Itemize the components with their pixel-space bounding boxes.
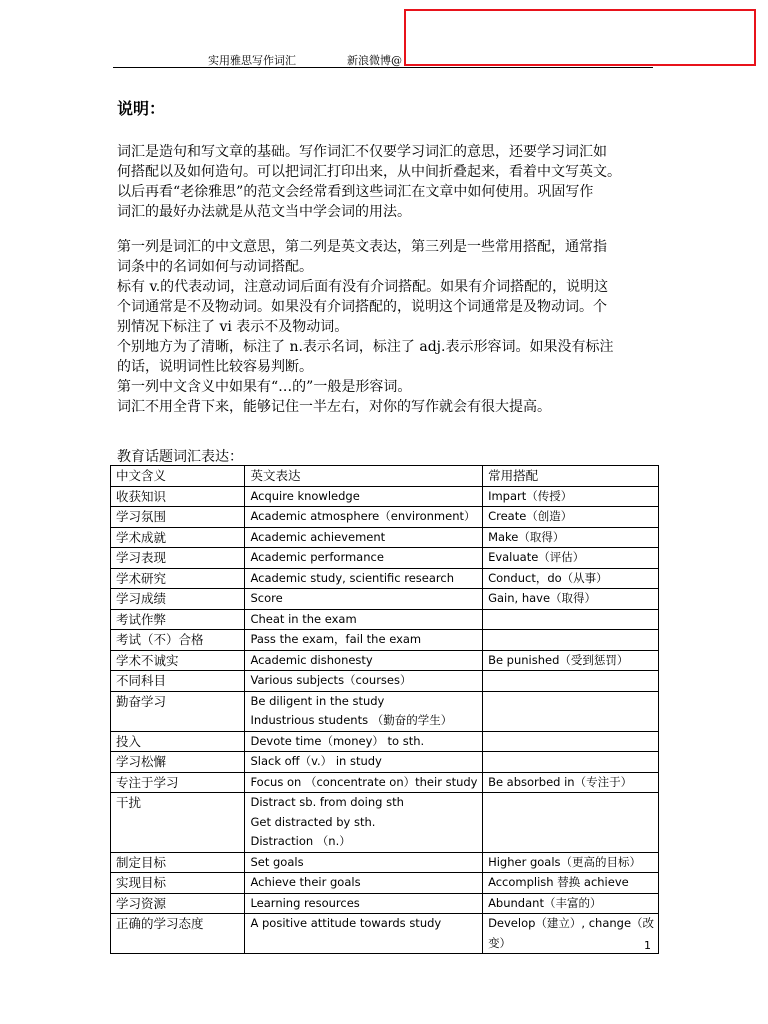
notes-line: 别情况下标注了 vi 表示不及物动词。 — [117, 319, 349, 335]
collocation-line: Evaluate（评估） — [488, 550, 585, 564]
cell-common-collocation — [483, 568, 659, 589]
english-expression-line: Academic atmosphere（environment） — [250, 509, 476, 523]
english-expression-line: Be diligent in the study — [250, 693, 385, 708]
english-expression-line: Various subjects（courses） — [250, 673, 412, 687]
table-row — [111, 630, 659, 651]
cell-chinese-meaning: 学习资源 — [111, 893, 245, 914]
cell-chinese-meaning: 学习松懈 — [111, 752, 245, 773]
table-row — [111, 609, 659, 630]
table-row — [111, 527, 659, 548]
cell-chinese-meaning: 不同科目 — [111, 671, 245, 692]
header-cell-en: 英文表达 — [245, 466, 483, 487]
english-expression-line: Distraction （n.） — [250, 834, 351, 848]
cell-chinese-meaning: 考试作弊 — [111, 609, 245, 630]
english-expression-line: Academic performance — [250, 550, 384, 564]
cell-chinese-meaning: 实现目标 — [111, 873, 245, 894]
table-header-row — [111, 466, 659, 487]
cell-chinese-meaning: 学术成就 — [111, 527, 245, 548]
cell-chinese-meaning: 收获知识 — [111, 486, 245, 507]
collocation-line: Be absorbed in（专注于） — [488, 774, 633, 789]
cell-chinese-meaning: 学习表现 — [111, 548, 245, 569]
cell-chinese-meaning: 专注于学习 — [111, 772, 245, 793]
cell-chinese-meaning: 学术不诚实 — [111, 650, 245, 671]
cell-common-collocation — [483, 893, 659, 914]
collocation-line: Develop（建立）, change（改 — [488, 916, 655, 930]
table-row — [111, 793, 659, 853]
cell-common-collocation — [483, 793, 659, 853]
english-expression-line: Industrious students （勤奋的学生） — [250, 713, 453, 727]
cell-english-expression — [245, 671, 483, 692]
collocation-line: Impart（传授） — [488, 488, 573, 503]
cell-english-expression — [245, 507, 483, 528]
header-title: 实用雅思写作词汇 — [208, 54, 296, 67]
intro-line: 以后再看“老徐雅思”的范文会经常看到这些词汇在文章中如何使用。巩固写作 — [117, 184, 594, 200]
collocation-line: Gain, have（取得） — [488, 591, 597, 605]
vocab-table — [110, 465, 659, 954]
cell-common-collocation — [483, 527, 659, 548]
english-expression-line: A positive attitude towards study — [250, 916, 442, 930]
cell-english-expression — [245, 630, 483, 651]
cell-english-expression — [245, 731, 483, 752]
cell-english-expression — [245, 568, 483, 589]
notes-line: 个词通常是不及物动词。如果没有介词搭配的，说明这个词通常是及物动词。个 — [117, 299, 607, 315]
table-row — [111, 486, 659, 507]
english-expression-line: Slack off（v.） in study — [250, 754, 382, 768]
cell-english-expression — [245, 589, 483, 610]
cell-common-collocation — [483, 752, 659, 773]
collocation-line: Conduct，do（从事） — [488, 570, 608, 585]
cell-chinese-meaning: 正确的学习态度 — [111, 914, 245, 954]
english-expression-line: Learning resources — [250, 895, 360, 910]
cell-english-expression — [245, 486, 483, 507]
notes-paragraph — [117, 237, 655, 417]
collocation-line: Higher goals（更高的目标） — [488, 854, 642, 869]
english-expression-line: Pass the exam，fail the exam — [250, 632, 422, 646]
table-row — [111, 852, 659, 873]
intro-line: 词汇的最好办法就是从范文当中学会词的用法。 — [117, 204, 411, 220]
redaction-box — [404, 9, 756, 66]
cell-english-expression — [245, 548, 483, 569]
cell-english-expression — [245, 772, 483, 793]
notes-line: 词汇不用全背下来，能够记住一半左右，对你的写作就会有很大提高。 — [117, 399, 551, 415]
table-row — [111, 589, 659, 610]
section-title: 教育话题词汇表达： — [117, 449, 243, 465]
intro-line: 词汇是造句和写文章的基础。写作词汇不仅要学习词汇的意思，还要学习词汇如 — [117, 144, 607, 160]
table-row — [111, 650, 659, 671]
cell-common-collocation — [483, 486, 659, 507]
english-expression-line: Achieve their goals — [250, 875, 361, 889]
cell-common-collocation — [483, 630, 659, 651]
table-row — [111, 507, 659, 528]
table-row — [111, 548, 659, 569]
table-row — [111, 873, 659, 894]
cell-chinese-meaning: 勤奋学习 — [111, 691, 245, 731]
notes-line: 的话，说明词性比较容易判断。 — [117, 359, 313, 375]
table-row — [111, 671, 659, 692]
table-row — [111, 568, 659, 589]
cell-chinese-meaning: 学习成绩 — [111, 589, 245, 610]
cell-common-collocation — [483, 731, 659, 752]
table-row — [111, 691, 659, 731]
cell-common-collocation — [483, 852, 659, 873]
english-expression-line: Score — [250, 591, 283, 605]
cell-chinese-meaning: 制定目标 — [111, 852, 245, 873]
cell-english-expression — [245, 893, 483, 914]
cell-chinese-meaning: 投入 — [111, 731, 245, 752]
cell-common-collocation — [483, 548, 659, 569]
cell-chinese-meaning: 学习氛围 — [111, 507, 245, 528]
header-weibo: 新浪微博@ — [347, 54, 402, 67]
cell-chinese-meaning: 考试（不）合格 — [111, 630, 245, 651]
cell-common-collocation — [483, 609, 659, 630]
notes-line: 第一列中文含义中如果有“…的”一般是形容词。 — [117, 379, 412, 395]
table-row — [111, 914, 659, 954]
english-expression-line: Distract sb. from doing sth — [250, 795, 404, 809]
collocation-line: Accomplish 替换 achieve — [488, 875, 629, 889]
cell-english-expression — [245, 752, 483, 773]
table-row — [111, 772, 659, 793]
notes-line: 第一列是词汇的中文意思，第二列是英文表达，第三列是一些常用搭配，通常指 — [117, 239, 607, 255]
intro-paragraph — [117, 142, 655, 222]
cell-common-collocation — [483, 691, 659, 731]
english-expression-line: Academic study, scientific research — [250, 570, 455, 585]
collocation-line: Be punished（受到惩罚） — [488, 652, 629, 667]
collocation-line: 变） — [488, 935, 512, 950]
cell-common-collocation — [483, 507, 659, 528]
cell-english-expression — [245, 609, 483, 630]
table-row — [111, 752, 659, 773]
cell-common-collocation — [483, 772, 659, 793]
english-expression-line: Acquire knowledge — [250, 488, 360, 503]
english-expression-line: Academic achievement — [250, 529, 386, 544]
cell-chinese-meaning: 干扰 — [111, 793, 245, 853]
header-rule — [113, 67, 653, 68]
cell-english-expression — [245, 914, 483, 954]
header-cell-zh: 中文含义 — [111, 466, 245, 487]
cell-common-collocation — [483, 873, 659, 894]
cell-english-expression — [245, 527, 483, 548]
cell-english-expression — [245, 691, 483, 731]
cell-common-collocation — [483, 671, 659, 692]
cell-english-expression — [245, 650, 483, 671]
english-expression-line: Get distracted by sth. — [250, 814, 376, 829]
collocation-line: Abundant（丰富的） — [488, 895, 602, 910]
cell-english-expression — [245, 852, 483, 873]
notes-line: 个别地方为了清晰，标注了 n.表示名词，标注了 adj.表示形容词。如果没有标注 — [117, 339, 614, 355]
doc-heading: 说明： — [117, 99, 166, 118]
page-number: 1 — [644, 939, 651, 952]
table-row — [111, 893, 659, 914]
table-row — [111, 731, 659, 752]
english-expression-line: Cheat in the exam — [250, 611, 357, 626]
notes-line: 标有 v.的代表动词，注意动词后面有没有介词搭配。如果有介词搭配的，说明这 — [117, 279, 609, 295]
notes-line: 词条中的名词如何与动词搭配。 — [117, 259, 313, 275]
intro-line: 何搭配以及如何造句。可以把词汇打印出来，从中间折叠起来，看着中文写英文。 — [117, 164, 621, 180]
cell-common-collocation — [483, 914, 659, 954]
cell-common-collocation — [483, 589, 659, 610]
header-cell-collocation: 常用搭配 — [483, 466, 659, 487]
cell-english-expression — [245, 793, 483, 853]
english-expression-line: Set goals — [250, 854, 304, 869]
cell-common-collocation — [483, 650, 659, 671]
english-expression-line: Focus on （concentrate on）their study — [250, 774, 478, 789]
cell-english-expression — [245, 873, 483, 894]
collocation-line: Make（取得） — [488, 529, 565, 544]
collocation-line: Create（创造） — [488, 509, 573, 523]
cell-chinese-meaning: 学术研究 — [111, 568, 245, 589]
english-expression-line: Devote time（money） to sth. — [250, 733, 425, 748]
english-expression-line: Academic dishonesty — [250, 652, 373, 667]
